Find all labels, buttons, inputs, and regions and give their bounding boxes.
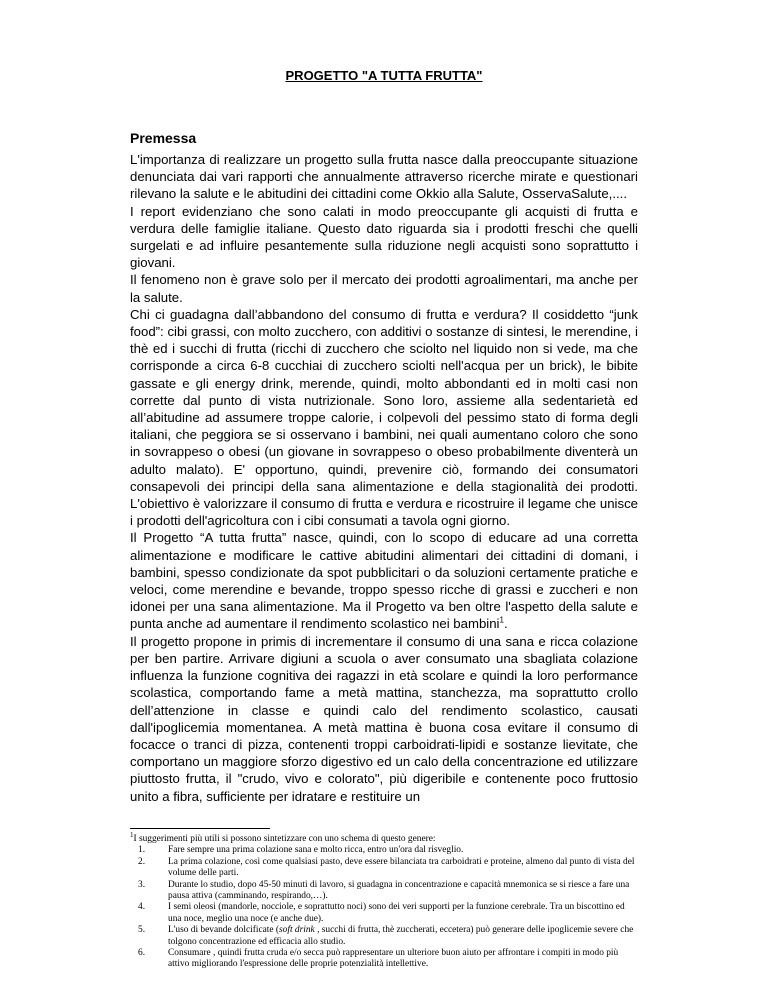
footnote-item <box>130 857 638 880</box>
paragraph-6: Il progetto propone in primis di incrementare il consumo di una sana e ricca colazione per ben partire. Arrivare digiuni a scuola o aver consumato una sbagliata colazione influenza la funzione cognitiva dei ragazzi in età scolare e quindi la loro performance scolastica, comportando fame a metà mattina, stanchezza, ma soprattutto crollo dell’attenzione in classe e quindi calo del rendimento scolastico, causati dall'ipoglicemia momentanea. A metà mattina è buona cosa evitare il consumo di focacce o tranci di pizza, contenenti troppi carboidrati-lipidi e sostanze lievitate, che comportano un maggiore sforzo digestivo ed un calo della concentrazione ed utilizzare piuttosto frutta, il "crudo, vivo e colorato", più digeribile e contenente poco fruttosio unito a fibra, sufficiente per idratare e restituire un <box>130 633 638 804</box>
footnote-item-number: 4. <box>138 902 146 913</box>
footnote-item <box>130 948 638 971</box>
paragraph-4: Chi ci guadagna dall’abbandono del consumo di frutta e verdura? Il cosiddetto “junk food”: cibi grassi, con molto zucchero, con additivi o sostanze di sintesi, le merendine, i thè ed i succhi di frutta (ricchi di zucchero che sciolto nel liquido non si vede, ma che corrisponde a circa 6-8 cucchiai di zucchero sciolti nell'acqua per un brick), le bibite gassate e gli energy drink, merende, quindi, molto abbondanti ed in molti casi non corrette dal punto di vista nutrizionale. Sono loro, assieme alla sedentarietà ed all’abitudine ad assumere troppe calorie, i colpevoli del pessimo stato di forma degli italiani, che peggiora se si osservano i bambini, nei quali aumentano coloro che sono in sovrappeso o obesi (un giovane in sovrappeso o obeso probabilmente diventerà un adulto malato). E' opportuno, quindi, prevenire ciò, formando dei consumatori consapevoli dei principi della sana alimentazione e della stagionalità dei prodotti. L'obiettivo è valorizzare il consumo di frutta e verdura e ricostruire il legame che unisce i prodotti dell'agricoltura con i cibi consumati a tavola ogni giorno. <box>130 306 638 529</box>
footnote-marker: 1 <box>130 830 134 839</box>
section-heading: Premessa <box>130 130 197 146</box>
footnote-item <box>130 845 638 856</box>
footnote-item-number: 6. <box>138 948 146 959</box>
footnote-item-text <box>168 925 633 946</box>
footnote-intro-text: I suggerimenti più utili si possono sintetizzare con uno schema di questo genere: <box>133 834 436 844</box>
footnote-item-text: I semi oleosi (mandorle, nocciole, e soprattutto noci) sono dei veri supporti per la funzione cerebrale. Tra un biscottino ed una noce, meglio una noce (e anche due). <box>168 902 625 924</box>
footnote-item <box>130 925 638 948</box>
paragraph-2: I report evidenziano che sono calati in modo preoccupante gli acquisti di frutta e verdura delle famiglie italiane. Questo dato riguarda sia i prodotti freschi che quelli surgelati e ad influire pesantemente sulla riduzione negli acquisti sono soprattutto i giovani. <box>130 203 638 271</box>
paragraph-5-end: . <box>503 616 508 632</box>
footnote-item-number: 3. <box>138 879 146 890</box>
footnote <box>130 830 638 971</box>
footnote-item <box>130 902 638 925</box>
footnote-item-text: Consumare , quindi frutta cruda e/o secca può rappresentare un ulteriore buon aiuto per affrontare i compiti in modo più attivo migliorando l'espressione delle proprie potenzialità intellettive. <box>168 948 619 970</box>
paragraph-1: L'importanza di realizzare un progetto sulla frutta nasce dalla preoccupante situazione denunciata dai vari rapporti che annualmente attraverso ricerche mirate e questionari rilevano la salute e le abitudini dei cittadini come Okkio alla Salute, OsservaSalute,.... <box>130 152 638 202</box>
footnote-item-text: Fare sempre una prima colazione sana e molto ricca, entro un'ora dal risveglio. <box>168 845 464 856</box>
footnote-separator <box>130 828 270 829</box>
footnote-list <box>130 845 638 970</box>
footnote-item-text: Durante lo studio, dopo 45-50 minuti di lavoro, si guadagna in concentrazione e capacità mnemonica se si riesce a fare una pausa attiva (camminando, respirando,…). <box>168 879 630 902</box>
footnote-reference[interactable]: 1 <box>499 616 504 626</box>
body-text <box>130 151 638 805</box>
footnote-intro <box>130 830 638 845</box>
paragraph-3: Il fenomeno non è grave solo per il mercato dei prodotti agroalimentari, ma anche per la salute. <box>130 272 638 305</box>
footnote-item-text: La prima colazione, così come qualsiasi pasto, deve essere bilanciata tra carboidrati e proteine, almeno dal punto di vista del volume delle parti. <box>168 856 635 879</box>
footnote-item-number: 2. <box>138 856 146 867</box>
footnote-item-text-after: , succhi di frutta, thè zuccherati, eccetera) può generare delle ipoglicemie severe che tolgono concentrazione ed efficacia allo studio. <box>168 925 634 947</box>
document-title: PROGETTO "A TUTTA FRUTTA" <box>285 68 483 83</box>
footnote-item-number: 5. <box>138 925 146 936</box>
footnote-item-text-before: L'uso di bevande dolcificate ( <box>168 925 280 936</box>
footnote-item-number: 1. <box>138 845 146 856</box>
paragraph-5-text: Il Progetto “A tutta frutta” nasce, quindi, con lo scopo di educare ad una corretta alimentazione e modificare le cattive abitudini alimentari dei cittadini di domani, i bambini, spesso condizionate da spot pubblicitari o da soluzioni certamente pratiche e veloci, come merendine e bevande, troppo spesso ricche di grassi e zuccheri e non idonei per una sana alimentazione. Ma il Progetto va ben oltre l'aspetto della salute e punta anche ad aumentare il rendimento scolastico nei bambini <box>130 530 638 632</box>
footnote-item <box>130 880 638 903</box>
footnote-item-text-italic: soft drink <box>279 925 315 936</box>
paragraph-5 <box>130 529 638 632</box>
